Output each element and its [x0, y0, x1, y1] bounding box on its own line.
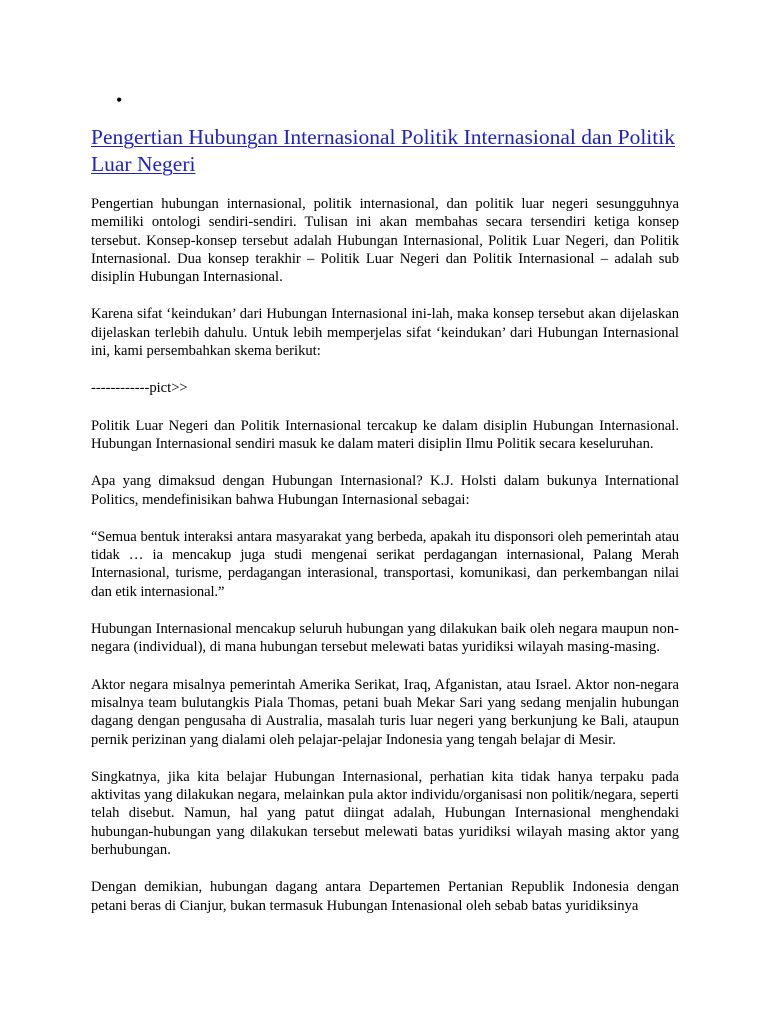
- paragraph-scope: Politik Luar Negeri dan Politik Internasional tercakup ke dalam disiplin Hubungan Internasional. Hubungan Internasional sendiri masuk ke dalam materi disiplin Ilmu Politik secara keseluruhan.: [91, 417, 679, 452]
- paragraph-intro: Pengertian hubungan internasional, politik internasional, dan politik luar negeri sesungguhnya memiliki ontologi sendiri-sendiri. Tulisan ini akan membahas secara tersendiri ketiga konsep tersebut. Konsep-konsep tersebut adalah Hubungan Internasional, Politik Luar Negeri, dan Politik Internasional. Dua konsep terakhir – Politik Luar Negeri dan Politik Internasional – adalah sub disiplin Hubungan Internasional.: [91, 196, 679, 286]
- paragraph-holsti: Apa yang dimaksud dengan Hubungan Internasional? K.J. Holsti dalam bukunya International Politics, mendefinisikan bahwa Hubungan Internasional sebagai:: [91, 473, 679, 508]
- paragraph-actors: Aktor negara misalnya pemerintah Amerika Serikat, Iraq, Afganistan, atau Israel. Aktor non-negara misalnya team bulutangkis Piala Thomas, petani buah Mekar Sari yang sedang menjalin hubungan dagang dengan pengusaha di Australia, masalah turis luar negeri yang berkunjung ke Bali, ataupun pernik perizinan yang dialami oleh pelajar-pelajar Indonesia yang tengah belajar di Mesir.: [91, 676, 679, 748]
- paragraph-pict-placeholder: ------------pict>>: [91, 380, 188, 397]
- article-title-link[interactable]: Pengertian Hubungan Internasional Politik Internasional dan Politik Luar Negeri: [91, 125, 675, 176]
- article-title: [91, 124, 679, 178]
- paragraph-keindukan: Karena sifat ‘keindukan’ dari Hubungan Internasional ini-lah, maka konsep tersebut akan dijelaskan dijelaskan terlebih dahulu. Untuk lebih memperjelas sifat ‘keindukan’ dari Hubungan Internasional ini, kami persembahkan skema berikut:: [91, 306, 679, 360]
- paragraph-summary: Singkatnya, jika kita belajar Hubungan Internasional, perhatian kita tidak hanya terpaku pada aktivitas yang dilakukan negara, melainkan pula aktor individu/organisasi non politik/negara, seperti telah disebut. Namun, hal yang patut diingat adalah, Hubungan Internasional menghendaki hubungan-hubungan yang dilakukan tersebut melewati batas yuridiksi wilayah masing aktor yang berhubungan.: [91, 768, 679, 859]
- bullet-list: [91, 88, 679, 124]
- paragraph-conclusion: Dengan demikian, hubungan dagang antara Departemen Pertanian Republik Indonesia dengan petani beras di Cianjur, bukan termasuk Hubungan Intenasional oleh sebab batas yuridiksinya: [91, 879, 679, 914]
- paragraph-quote: “Semua bentuk interaksi antara masyarakat yang berbeda, apakah itu disponsori oleh pemerintah atau tidak … ia mencakup juga studi mengenai serikat perdagangan internasional, Palang Merah Internasional, turisme, perdagangan interasional, transportasi, komunikasi, dan perkembangan nilai dan etik internasional.”: [91, 528, 679, 600]
- paragraph-coverage: Hubungan Internasional mencakup seluruh hubungan yang dilakukan baik oleh negara maupun non-negara (individual), di mana hubungan tersebut melewati batas yuridiksi wilayah masing-masing.: [91, 621, 679, 656]
- bullet-point: •: [116, 90, 123, 110]
- document-page: [91, 88, 679, 934]
